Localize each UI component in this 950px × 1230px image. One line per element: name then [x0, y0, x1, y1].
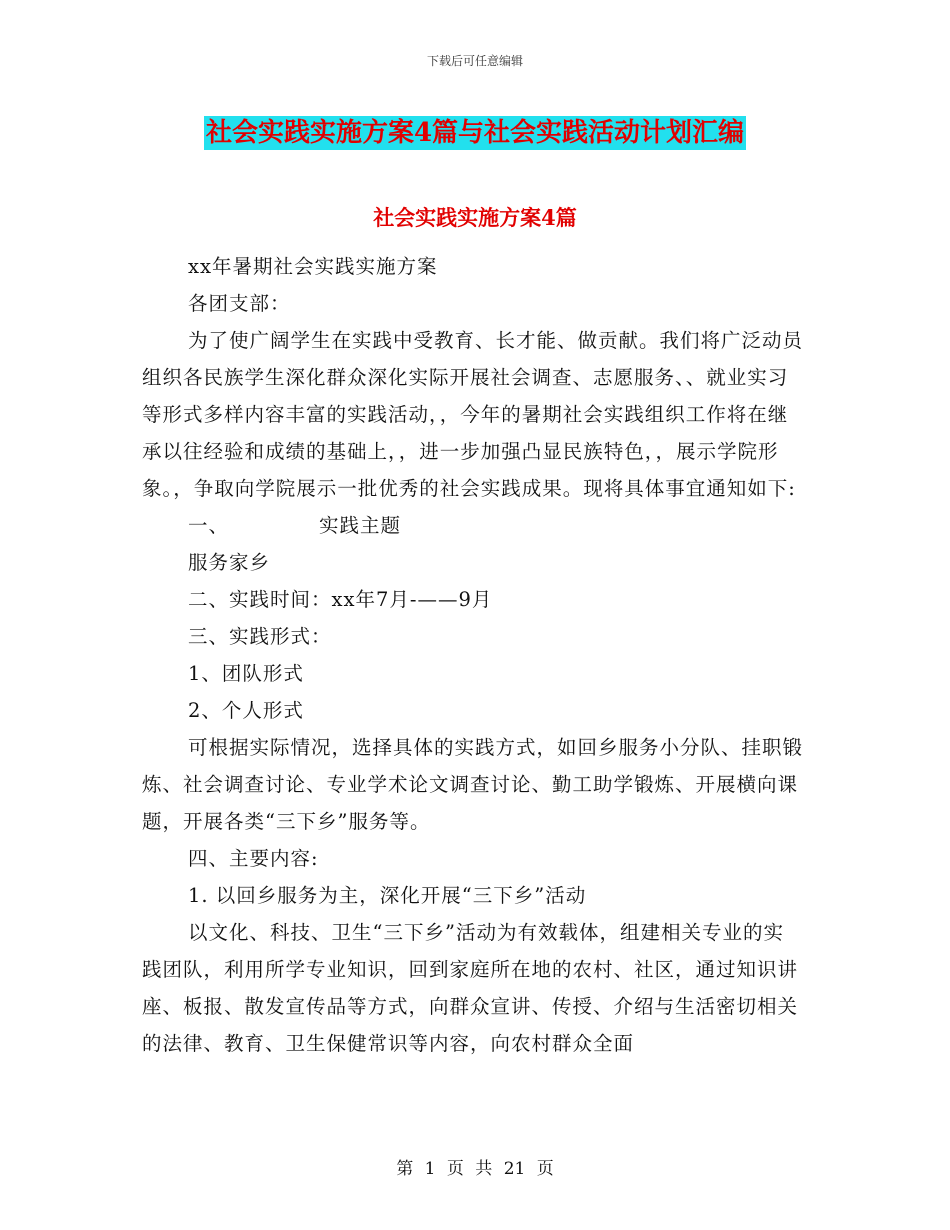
section-2-heading: 二、实践时间：xx年7月-——9月: [188, 588, 493, 611]
section-4-heading: 四、主要内容:: [188, 847, 319, 870]
page-number-footer: 第 1 页 共 21 页: [396, 1159, 554, 1179]
plan-heading-line: xx年暑期社会实践实施方案: [188, 255, 438, 278]
section-3-paragraph: 可根据实际情况，选择具体的实践方式，如回乡服务小分队、挂职锻炼、社会调查讨论、专业学术论文调查讨论、勤工助学锻炼、开展横向课题，开展各类“三下乡”服务等。: [142, 736, 804, 833]
page-header-note: 下载后可任意编辑: [426, 54, 523, 68]
main-title-text: 社会实践实施方案4篇与社会实践活动计划汇编: [205, 118, 745, 148]
intro-paragraph: 为了使广阔学生在实践中受教育、长才能、做贡献。我们将广泛动员组织各民族学生深化群众深化实际开展社会调查、志愿服务、、就业实习等形式多样内容丰富的实践活动，，今年的暑期社会实践组织工作将在继承以往经验和成绩的基础上，，进一步加强凸显民族特色，，展示学院形象。，争取向学院展示一批优秀的社会实践成果。现将具体事宜通知如下:: [142, 329, 804, 500]
section-3-item-2: 2、个人形式: [188, 699, 304, 722]
section-1-heading: [142, 507, 804, 544]
section-3-item-1: 1、团队形式: [188, 662, 304, 685]
section-3-heading: 三、实践形式：: [188, 625, 332, 648]
document-sub-title: 社会实践实施方案4篇: [373, 205, 577, 230]
section-1-title: 实践主题: [319, 514, 402, 537]
section-4-item-1: 1. 以回乡服务为主，深化开展“三下乡”活动: [188, 884, 587, 907]
section-1-body: 服务家乡: [188, 551, 271, 574]
document-body: [142, 248, 804, 1062]
salutation-line: 各团支部：: [188, 292, 291, 315]
section-1-number: 一、: [188, 514, 230, 537]
section-4-paragraph: 以文化、科技、卫生“三下乡”活动为有效载体，组建相关专业的实践团队，利用所学专业知识，回到家庭所在地的农村、社区，通过知识讲座、板报、散发宣传品等方式，向群众宣讲、传授、介绍与生活密切相关的法律、教育、卫生保健常识等内容，向农村群众全面: [142, 921, 799, 1055]
document-main-title: [0, 112, 950, 149]
